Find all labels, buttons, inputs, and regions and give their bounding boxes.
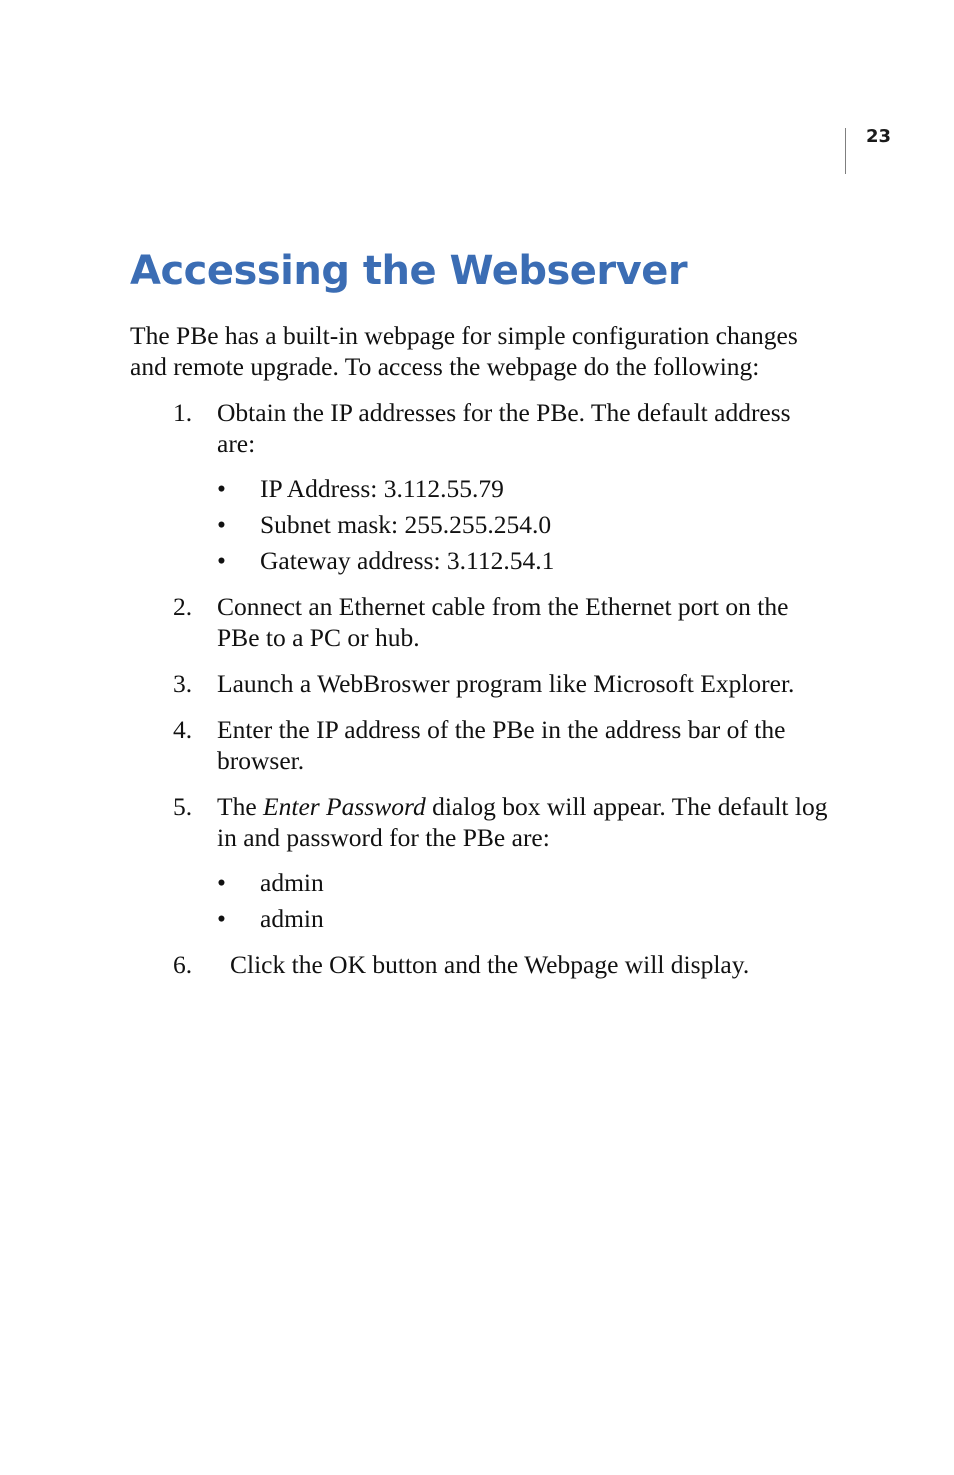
step-number: 2. bbox=[173, 592, 193, 621]
header-rule bbox=[845, 128, 846, 174]
bullet-text: admin bbox=[260, 904, 324, 933]
intro-paragraph: The PBe has a built-in webpage for simple configuration changes and remote upgrade. To access the webpage do the following: bbox=[130, 321, 798, 381]
list-item bbox=[217, 473, 830, 504]
bullet-icon: • bbox=[217, 510, 226, 539]
bullet-text: IP Address: 3.112.55.79 bbox=[260, 474, 504, 503]
step-text: Click the OK button and the Webpage will display. bbox=[230, 950, 750, 979]
list-item bbox=[217, 867, 830, 898]
step-text: Obtain the IP addresses for the PBe. The default address are: bbox=[217, 398, 791, 458]
page-number: 23 bbox=[866, 126, 892, 147]
list-item bbox=[217, 509, 830, 540]
step-text: Launch a WebBroswer program like Microsoft Explorer. bbox=[217, 669, 795, 698]
list-item bbox=[217, 903, 830, 934]
step-1 bbox=[130, 397, 830, 576]
step-number: 3. bbox=[173, 669, 193, 698]
bullet-icon: • bbox=[217, 868, 226, 897]
step-4 bbox=[130, 714, 830, 776]
step-number: 4. bbox=[173, 715, 193, 744]
step-text bbox=[217, 791, 830, 853]
steps-list bbox=[130, 397, 830, 980]
step-5 bbox=[130, 791, 830, 934]
step-3 bbox=[130, 668, 830, 699]
step-6 bbox=[130, 949, 830, 980]
bullet-icon: • bbox=[217, 474, 226, 503]
bullet-text: admin bbox=[260, 868, 324, 897]
step-text: Connect an Ethernet cable from the Ethernet port on the PBe to a PC or hub. bbox=[217, 592, 789, 652]
bullet-icon: • bbox=[217, 546, 226, 575]
step-text-before: The bbox=[217, 792, 264, 821]
step-text-after: dialog box will appear. The default log in and password for the PBe are: bbox=[217, 792, 828, 852]
step-text: Enter the IP address of the PBe in the address bar of the browser. bbox=[217, 715, 786, 775]
page-content bbox=[130, 320, 830, 980]
page-title: Accessing the Webserver bbox=[130, 248, 688, 294]
bullet-text: Gateway address: 3.112.54.1 bbox=[260, 546, 555, 575]
credentials-list bbox=[217, 867, 830, 934]
bullet-icon: • bbox=[217, 904, 226, 933]
step-2 bbox=[130, 591, 830, 653]
step-number: 1. bbox=[173, 398, 193, 427]
dialog-name-emphasis: Enter Password bbox=[263, 792, 426, 821]
step-number: 5. bbox=[173, 792, 193, 821]
ip-defaults-list bbox=[217, 473, 830, 576]
list-item bbox=[217, 545, 830, 576]
step-number: 6. bbox=[173, 950, 193, 979]
bullet-text: Subnet mask: 255.255.254.0 bbox=[260, 510, 552, 539]
